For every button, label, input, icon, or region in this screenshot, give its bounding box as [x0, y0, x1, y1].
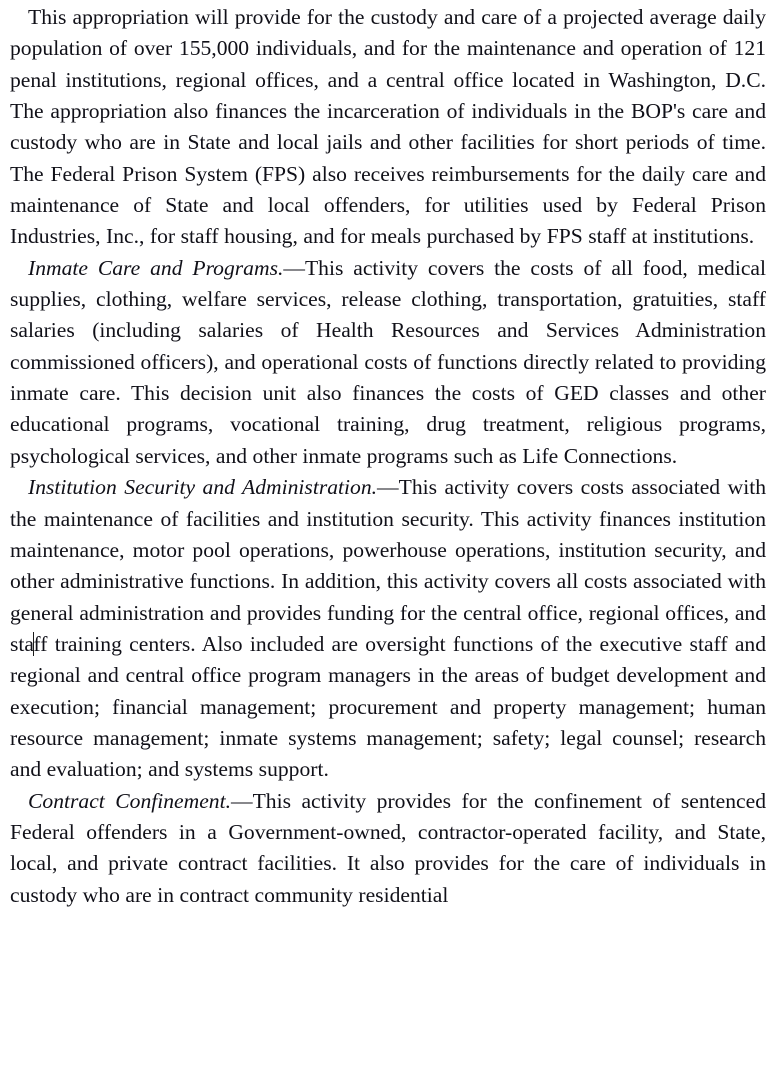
paragraph-contract-confinement[interactable]	[10, 786, 766, 911]
paragraph-text: This activity covers the costs of all food, medical supplies, clothing, welfare services, release clothing, transportation, gratuities, staff salaries (including salaries of Health Resources and Services Administration commissioned officers), and operational costs of functions directly related to providing inmate care. This decision unit also finances the costs of GED classes and other educational programs, vocational training, drug treatment, religious programs, psychological services, and other inmate programs such as Life Connections.	[10, 255, 766, 468]
paragraph-text: This activity provides for the confinement of sentenced Federal offenders in a Government-owned, contractor-operated facility, and State, local, and private contract facilities. It also provides for the care of individuals in custody who are in contract community residential	[10, 788, 766, 907]
paragraph-text: This appropriation will provide for the custody and care of a projected average daily population of over 155,000 individuals, and for the maintenance and operation of 121 penal institutions, regional offices, and a central office located in Washington, D.C. The appropriation also finances the incarceration of individuals in the BOP's care and custody who are in State and local jails and other facilities for short periods of time. The Federal Prison System (FPS) also receives reimbursements for the daily care and maintenance of State and local offenders, for utilities used by Federal Prison Industries, Inc., for staff housing, and for meals purchased by FPS staff at institutions.	[10, 5, 766, 249]
em-dash-separator: —	[283, 255, 305, 280]
paragraph-inmate-care-and-programs[interactable]	[10, 253, 766, 472]
paragraph-text-before-caret: This activity covers costs associated with the maintenance of facilities and institution security. This activity finances institution maintenance, motor pool operations, powerhouse operations, institution security, and other administrative functions. In addition, this activity covers all costs associated with general administration and provides funding for the central office, regional offices, and sta	[10, 475, 766, 656]
run-in-heading-institution-security-and-administration: Institution Security and Administration.	[28, 475, 378, 500]
text-cursor-caret	[33, 632, 34, 656]
paragraph-text-after-caret: ff training centers. Also included are oversight functions of the executive staff and regional and central office program managers in the areas of budget development and execution; financial management; procurement and property management; human resource management; inmate systems management; safety; legal counsel; research and evaluation; and systems support.	[10, 631, 766, 782]
run-in-heading-inmate-care-and-programs: Inmate Care and Programs.	[28, 255, 284, 280]
paragraph-appropriation-overview[interactable]	[10, 2, 766, 253]
paragraph-institution-security-and-administration[interactable]	[10, 472, 766, 785]
em-dash-separator: —	[377, 475, 399, 500]
text-column[interactable]	[10, 2, 766, 911]
em-dash-separator: —	[231, 788, 253, 813]
run-in-heading-contract-confinement: Contract Confinement.	[28, 788, 231, 813]
